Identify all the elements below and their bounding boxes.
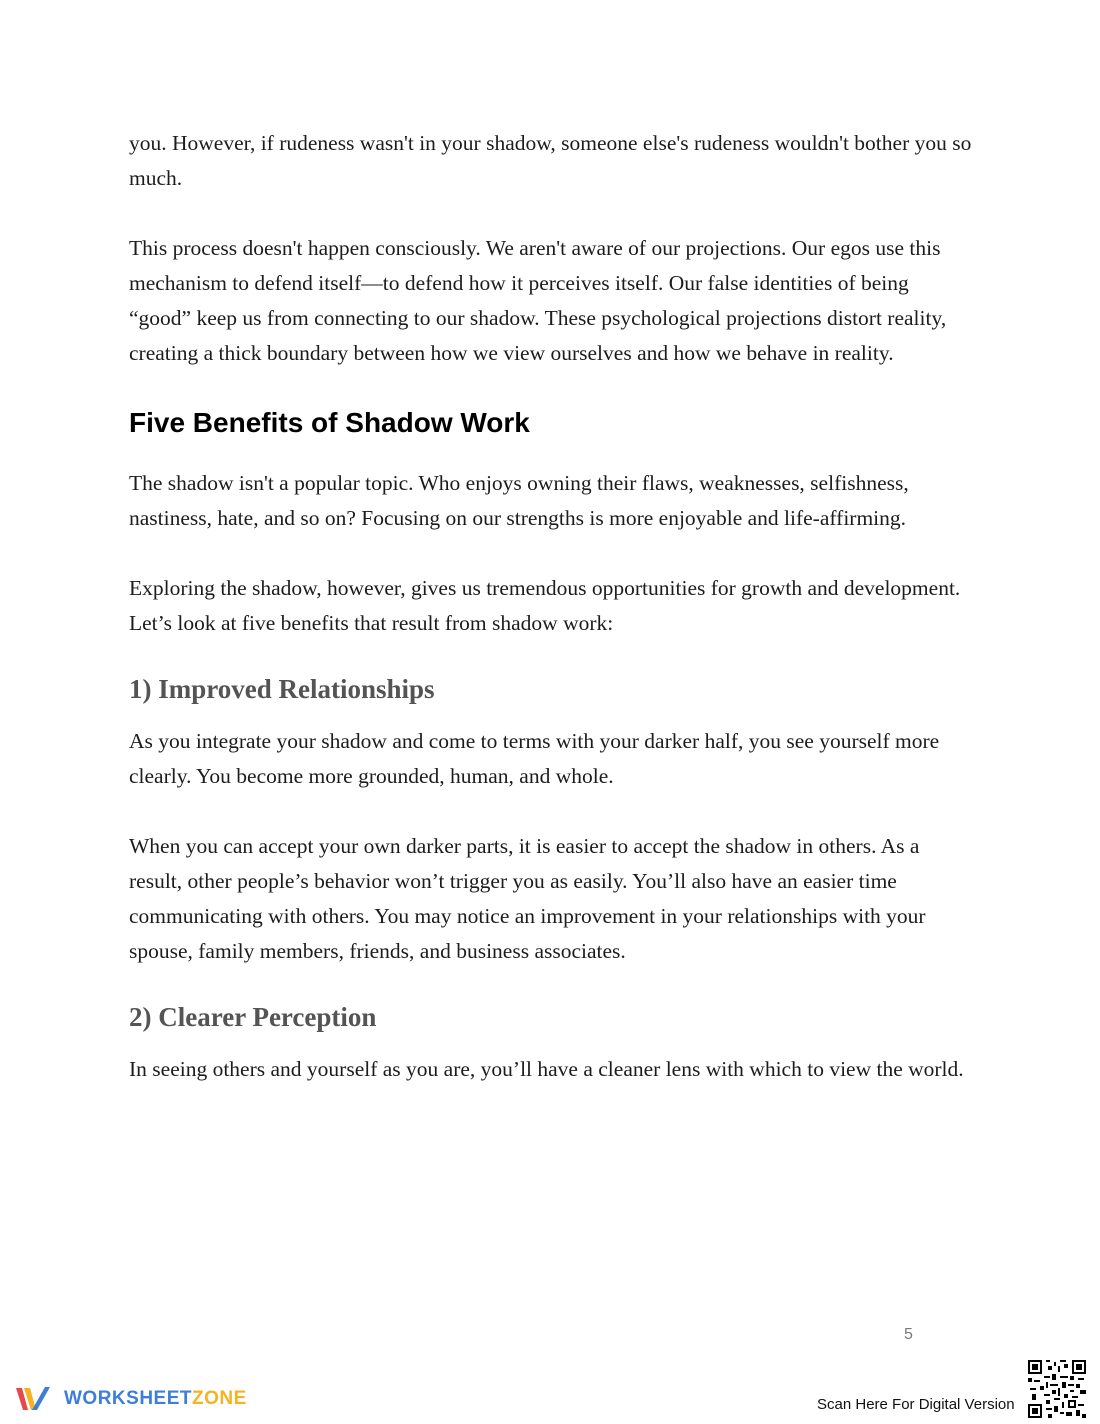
paragraph-exploring-shadow: Exploring the shadow, however, gives us tremendous opportunities for growth and development. Let’s look at five benefits that result from shadow work:	[129, 576, 961, 635]
logo-word-zone: ZONE	[192, 1388, 247, 1409]
section-heading-five-benefits: Five Benefits of Shadow Work	[129, 407, 530, 438]
paragraph-cleaner-lens: In seeing others and yourself as you are, you’ll have a cleaner lens with which to view the world.	[129, 1057, 964, 1081]
scan-instruction: Scan Here For Digital Version	[817, 1396, 1015, 1413]
paragraph-accept-darker-parts: When you can accept your own darker parts, it is easier to accept the shadow in others. As a result, other people’s behavior won’t trigger you as easily. You’ll also have an easier time communicating with others. You may notice an improvement in your relationships with your spouse, family members, friends, and business associates.	[129, 834, 926, 963]
document-page	[129, 126, 975, 1122]
qr-code-icon[interactable]	[1028, 1360, 1086, 1418]
subheading-improved-relationships: 1) Improved Relationships	[129, 674, 435, 704]
page-number: 5	[904, 1326, 913, 1343]
paragraph-rudeness: you. However, if rudeness wasn't in your shadow, someone else's rudeness wouldn't bother you so much.	[129, 131, 972, 190]
paragraph-integrate-shadow: As you integrate your shadow and come to terms with your darker half, you see yourself more clearly. You become more grounded, human, and whole.	[129, 729, 940, 788]
worksheetzone-logo[interactable]	[14, 1384, 247, 1414]
subheading-clearer-perception: 2) Clearer Perception	[129, 1002, 377, 1032]
paragraph-projections: This process doesn't happen consciously. We aren't aware of our projections. Our egos use this mechanism to defend itself—to defend how it perceives itself. Our false identities of being “good” keep us from connecting to our shadow. These psychological projections distort reality, creating a thick boundary between how we view ourselves and how we behave in reality.	[129, 236, 947, 365]
logo-wordmark	[64, 1388, 247, 1410]
worksheetzone-logo-icon	[14, 1384, 58, 1414]
logo-word-worksheet: WORKSHEET	[64, 1388, 192, 1409]
paragraph-shadow-topic: The shadow isn't a popular topic. Who enjoys owning their flaws, weaknesses, selfishness, nastiness, hate, and so on? Focusing on our strengths is more enjoyable and life-affirming.	[129, 471, 909, 530]
